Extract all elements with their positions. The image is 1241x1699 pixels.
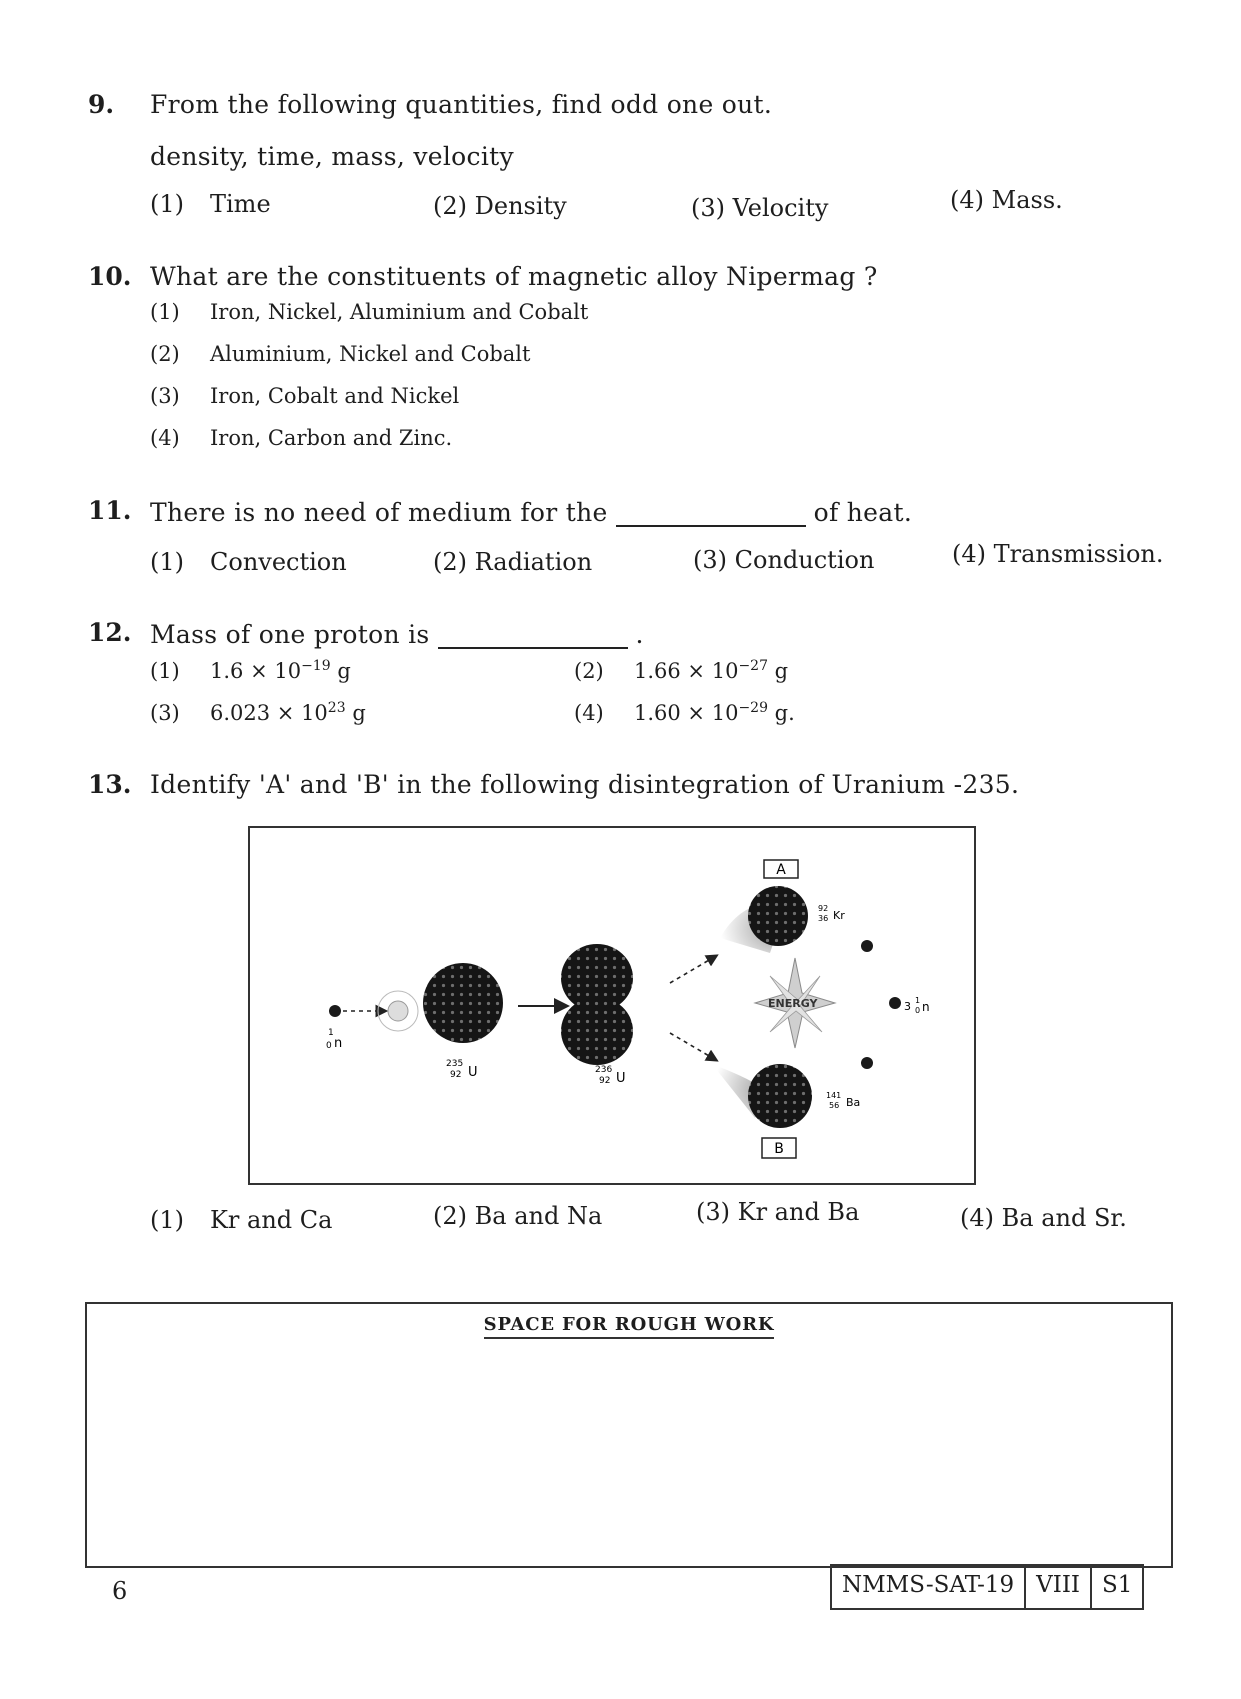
question-11 <box>88 496 1181 586</box>
emitted-count-label: 3 <box>904 1000 911 1013</box>
u235-number-label: 92 <box>450 1070 462 1080</box>
question-10 <box>88 262 1181 462</box>
emitted-neutron-1 <box>861 940 873 952</box>
fission-diagram <box>248 826 976 1185</box>
emitted-mass-label: 1 <box>915 996 921 1005</box>
option-3[interactable]: (3) Velocity <box>691 194 829 222</box>
question-9 <box>88 90 1181 240</box>
ba-symbol-label: Ba <box>846 1096 861 1109</box>
split-arrow-lower <box>670 1033 716 1060</box>
option-1[interactable]: (1) Convection <box>150 548 347 576</box>
q13-option-2[interactable]: (2) Ba and Na <box>433 1202 603 1230</box>
rough-work-title: SPACE FOR ROUGH WORK <box>87 1314 1171 1335</box>
option-3[interactable]: (3) $6.023 \times 10^{23}$ g <box>150 700 366 725</box>
kr-mass-label: 92 <box>818 904 829 913</box>
kr-number-label: 36 <box>818 914 829 923</box>
answer-blank <box>616 496 806 527</box>
option-2[interactable]: (2) Aluminium, Nickel and Cobalt <box>150 342 531 366</box>
neutron-symbol-label: n <box>334 1036 343 1051</box>
paper-code <box>830 1564 1144 1610</box>
emitted-number-label: 0 <box>915 1006 921 1015</box>
question-number: 13. <box>88 770 132 799</box>
option-1[interactable]: (1) Time <box>150 190 271 218</box>
emitted-neutron-2 <box>889 997 901 1009</box>
u236-nucleus-lower <box>561 997 633 1065</box>
option-4[interactable]: (4) Mass. <box>950 186 1063 214</box>
u235-symbol-label: U <box>468 1065 478 1080</box>
label-b: B <box>774 1141 784 1157</box>
question-13 <box>88 770 1181 810</box>
option-1[interactable]: (1) $1.6 \times 10^{-19}$ g <box>150 658 351 683</box>
option-4[interactable]: (4) $1.60 \times 10^{-29}$ g. <box>574 700 795 725</box>
option-4[interactable]: (4) Transmission. <box>952 540 1164 568</box>
energy-label: ENERGY <box>768 997 818 1010</box>
ba-number-label: 56 <box>829 1101 840 1110</box>
neutron-charge-label: 0 <box>326 1041 332 1051</box>
question-text: What are the constituents of magnetic alloy Nipermag ? <box>150 262 878 291</box>
emitted-neutron-3 <box>861 1057 873 1069</box>
rough-work-area <box>85 1302 1173 1568</box>
question-text: Identify 'A' and 'B' in the following disintegration of Uranium -235. <box>150 770 1020 799</box>
ba-mass-label: 141 <box>826 1091 842 1100</box>
fission-diagram-svg <box>250 828 974 1183</box>
u235-capture-point <box>388 1001 408 1021</box>
kr-nucleus <box>748 886 808 946</box>
q13-option-3[interactable]: (3) Kr and Ba <box>696 1198 860 1226</box>
incoming-neutron <box>329 1005 341 1017</box>
question-subtext: density, time, mass, velocity <box>150 142 514 171</box>
u235-nucleus <box>423 963 503 1043</box>
option-1[interactable]: (1) Iron, Nickel, Aluminium and Cobalt <box>150 300 589 324</box>
u236-mass-label: 236 <box>595 1065 613 1075</box>
q13-option-4[interactable]: (4) Ba and Sr. <box>960 1204 1127 1232</box>
grade-code: VIII <box>1026 1566 1092 1608</box>
question-text: Mass of one proton is . <box>150 620 644 649</box>
u236-number-label: 92 <box>599 1076 611 1086</box>
option-3[interactable]: (3) Iron, Cobalt and Nickel <box>150 384 460 408</box>
neutron-mass-label: 1 <box>328 1028 334 1038</box>
option-4[interactable]: (4) Iron, Carbon and Zinc. <box>150 426 453 450</box>
question-number: 10. <box>88 262 132 291</box>
emitted-symbol-label: n <box>922 1000 930 1014</box>
question-text: There is no need of medium for the of heat. <box>150 498 913 527</box>
question-number: 12. <box>88 618 132 647</box>
answer-blank <box>438 618 628 649</box>
label-a: A <box>776 862 786 878</box>
ba-nucleus <box>748 1064 812 1128</box>
option-2[interactable]: (2) $1.66 \times 10^{-27}$ g <box>574 658 789 683</box>
split-arrow-upper <box>670 956 716 983</box>
kr-symbol-label: Kr <box>833 909 845 922</box>
page-number: 6 <box>112 1577 128 1605</box>
set-code: S1 <box>1102 1572 1133 1598</box>
question-12 <box>88 618 1181 728</box>
option-2[interactable]: (2) Radiation <box>433 548 593 576</box>
option-3[interactable]: (3) Conduction <box>693 546 875 574</box>
q13-option-1[interactable]: (1) Kr and Ca <box>150 1206 333 1234</box>
u235-mass-label: 235 <box>446 1059 464 1069</box>
u236-symbol-label: U <box>616 1071 626 1086</box>
exam-code: NMMS-SAT-19 <box>832 1566 1026 1608</box>
question-text: From the following quantities, find odd one out. <box>150 90 773 119</box>
question-number: 9. <box>88 90 115 119</box>
option-2[interactable]: (2) Density <box>433 192 567 220</box>
question-number: 11. <box>88 496 132 525</box>
